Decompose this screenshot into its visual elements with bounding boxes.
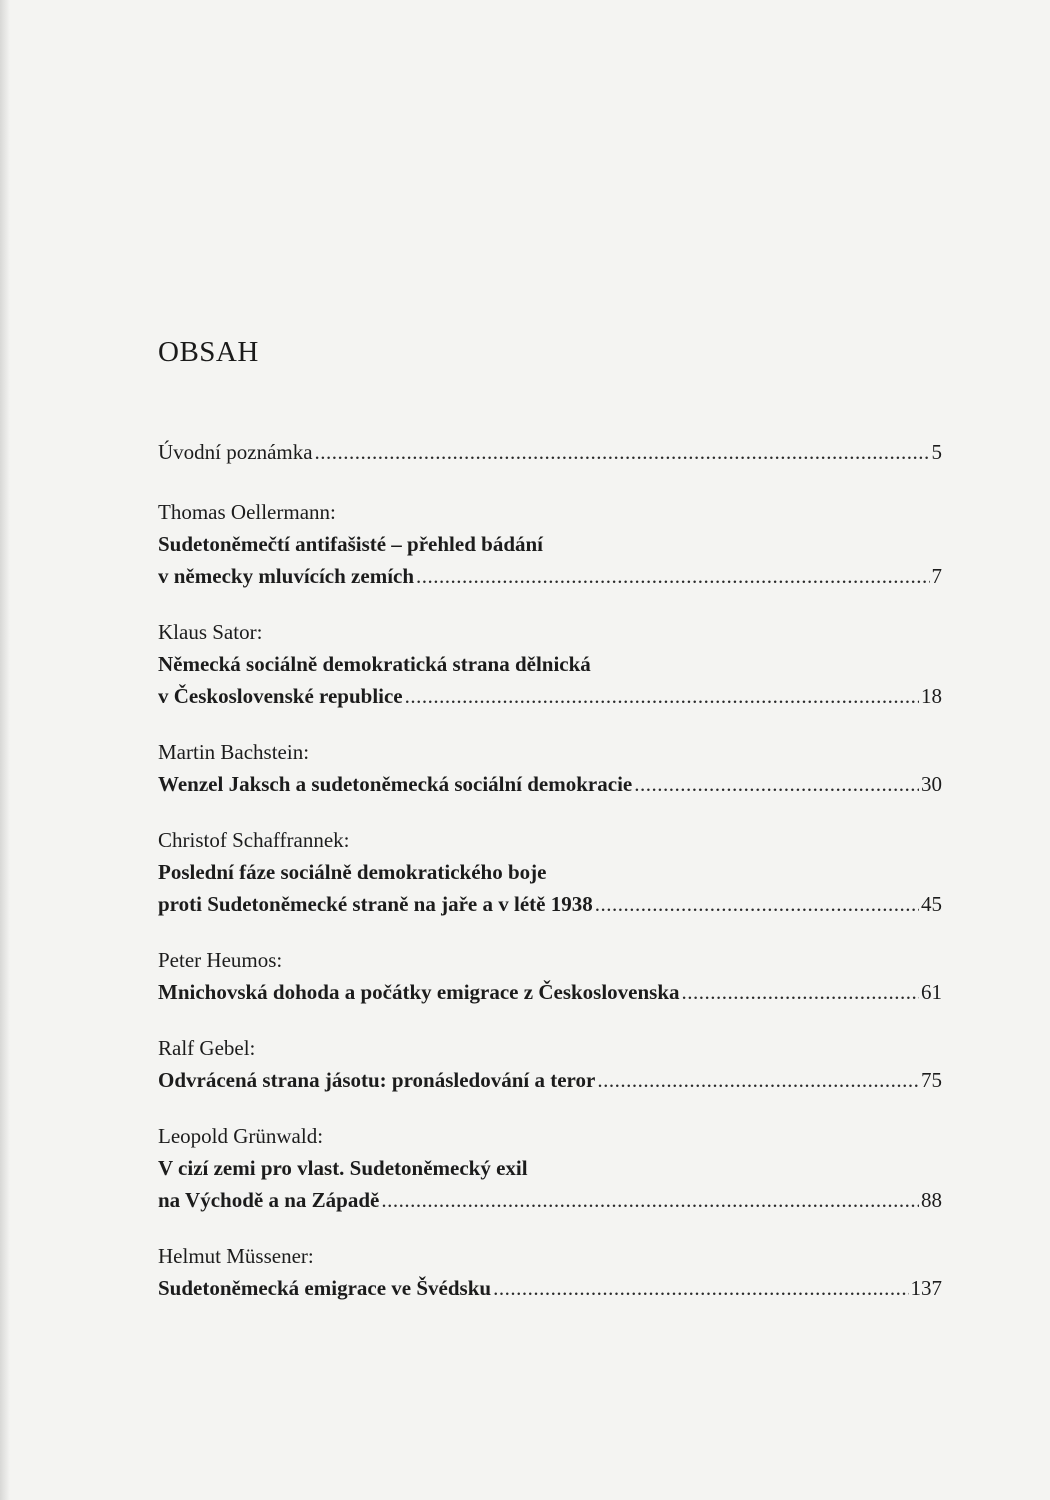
entry-author: Helmut Müssener: (158, 1244, 314, 1268)
entry-title-line: Úvodní poznámka (158, 440, 313, 464)
entry-author: Leopold Grünwald: (158, 1124, 324, 1148)
toc-entry[interactable] (158, 496, 942, 592)
entry-title-line: na Východě a na Západě (158, 1188, 380, 1212)
dot-leader (493, 1272, 908, 1304)
page-number: 137 (910, 1276, 942, 1300)
entry-title-line: Odvrácená strana jásotu: pronásledování a teror (158, 1068, 596, 1092)
toc-entry[interactable] (158, 824, 942, 920)
dot-leader (405, 680, 919, 712)
dot-leader (597, 1064, 919, 1096)
entry-title-line: V cizí zemi pro vlast. Sudetoněmecký exil (158, 1156, 528, 1180)
page-number: 75 (921, 1068, 942, 1092)
dot-leader (595, 888, 919, 920)
entry-author: Martin Bachstein: (158, 740, 310, 764)
dot-leader (315, 436, 930, 468)
entry-title-line: v Československé republice (158, 684, 403, 708)
page-number: 18 (921, 684, 942, 708)
toc-entry[interactable] (158, 616, 942, 712)
toc-entry[interactable] (158, 736, 942, 800)
dot-leader (682, 976, 919, 1008)
entry-author: Ralf Gebel: (158, 1036, 256, 1060)
entry-title-line: Wenzel Jaksch a sudetoněmecká sociální demokracie (158, 772, 633, 796)
page-number: 45 (921, 892, 942, 916)
toc-entry[interactable] (158, 944, 942, 1008)
table-of-contents (158, 436, 942, 1328)
entry-author: Thomas Oellermann: (158, 500, 336, 524)
entry-title-line: Sudetoněmecká emigrace ve Švédsku (158, 1276, 492, 1300)
entry-author: Christof Schaffrannek: (158, 828, 350, 852)
page-number: 61 (921, 980, 942, 1004)
page-number: 88 (921, 1188, 942, 1212)
entry-title-line: v německy mluvících zemích (158, 564, 415, 588)
dot-leader (634, 768, 919, 800)
page-title: OBSAH (158, 336, 259, 368)
entry-author: Peter Heumos: (158, 948, 283, 972)
toc-entry[interactable] (158, 1240, 942, 1304)
dot-leader (416, 560, 929, 592)
entry-title-line: Německá sociálně demokratická strana dělnická (158, 652, 591, 676)
entry-author: Klaus Sator: (158, 620, 263, 644)
toc-entry[interactable] (158, 1120, 942, 1216)
toc-entry[interactable] (158, 436, 942, 468)
entry-title-line: Poslední fáze sociálně demokratického boje (158, 860, 547, 884)
page-number: 5 (931, 440, 942, 464)
entry-title-line: proti Sudetoněmecké straně na jaře a v létě 1938 (158, 892, 593, 916)
page-number: 7 (931, 564, 942, 588)
page-number: 30 (921, 772, 942, 796)
page-edge (0, 0, 10, 1500)
entry-title-line: Sudetoněmečtí antifašisté – přehled bádání (158, 532, 544, 556)
entry-title-line: Mnichovská dohoda a počátky emigrace z Československa (158, 980, 680, 1004)
dot-leader (381, 1184, 919, 1216)
toc-entry[interactable] (158, 1032, 942, 1096)
